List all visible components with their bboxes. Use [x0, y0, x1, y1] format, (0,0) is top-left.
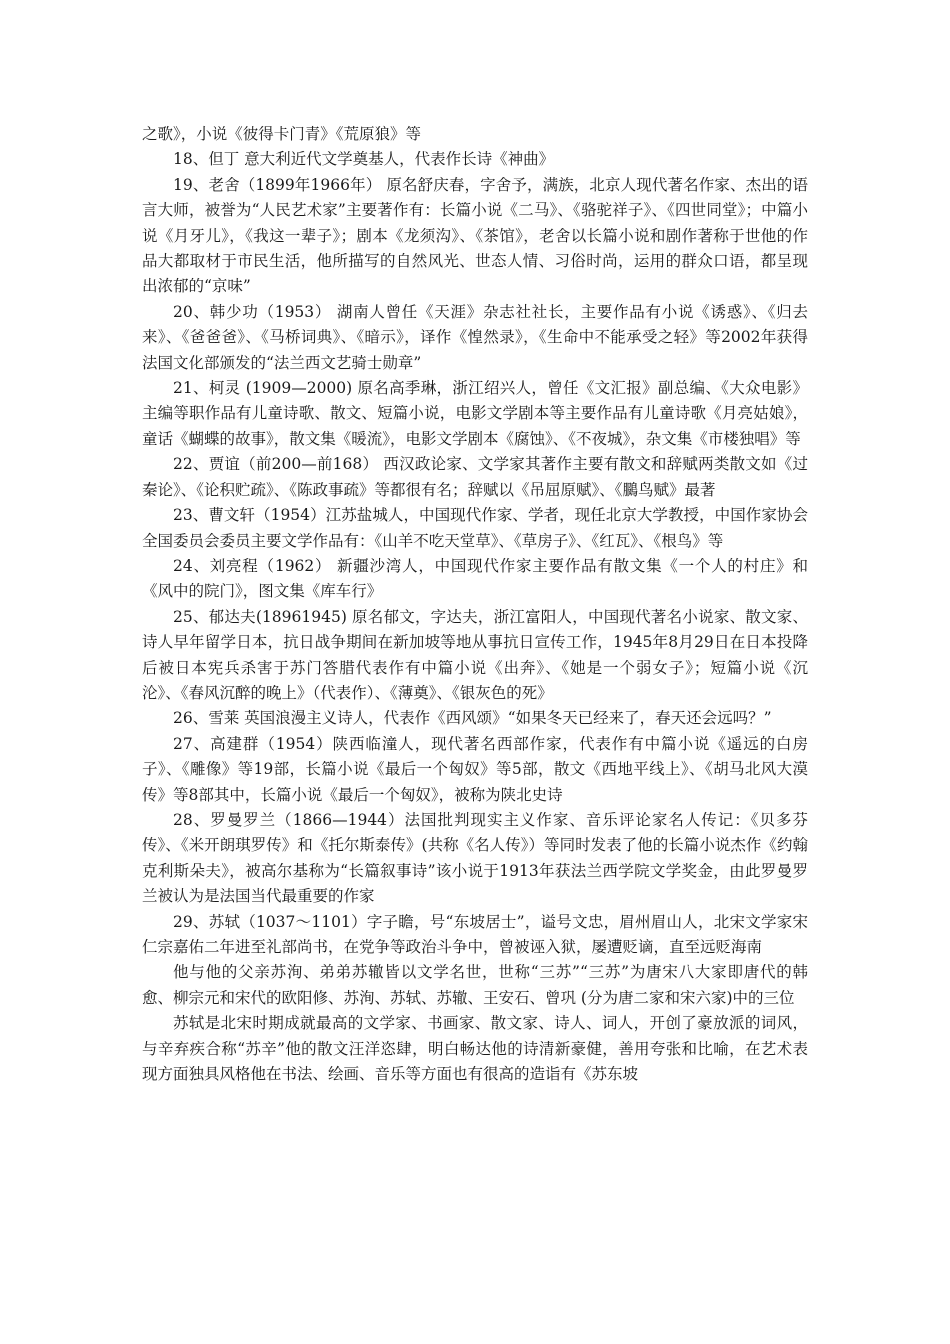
paragraph-entry-21: 21、柯灵 (1909—2000) 原名高季琳，浙江绍兴人，曾任《文汇报》副总编、《大众电影》主编等职作品有儿童诗歌、散文、短篇小说，电影文学剧本等主要作品有儿童诗歌《月亮姑娘》，童话《蝴蝶的故事》，散文集《暖流》，电影文学剧本《腐蚀》、《不夜城》，杂文集《市楼独唱》等: [142, 379, 808, 448]
paragraph-entry-23: 23、曹文轩（1954）江苏盐城人，中国现代作家、学者，现任北京大学教授，中国作家协会全国委员会委员主要文学作品有：《山羊不吃天堂草》、《草房子》、《红瓦》、《根鸟》等: [142, 506, 808, 550]
paragraph-continuation: 之歌》，小说《彼得卡门青》《荒原狼》等: [142, 125, 422, 143]
paragraph-entry-20: 20、韩少功（1953） 湖南人曾任《天涯》杂志社社长，主要作品有小说《诱惑》、《归去来》、《爸爸爸》、《马桥词典》、《暗示》，译作《惶然录》，《生命中不能承受之轻》等2002年获得法国文化部颁发的“法兰西文艺骑士勋章”: [142, 302, 808, 372]
paragraph-entry-27: 27、高建群（1954）陕西临潼人，现代著名西部作家，代表作有中篇小说《遥远的白房子》、《雕像》等19部，长篇小说《最后一个匈奴》等5部，散文《西地平线上》、《胡马北风大漠传》等8部其中，长篇小说《最后一个匈奴》，被称为陕北史诗: [142, 734, 808, 804]
paragraph-entry-19: 19、老舍（1899年1966年） 原名舒庆春，字舍予，满族，北京人现代著名作家、杰出的语言大师，被誉为“人民艺术家”主要著作有：长篇小说《二马》、《骆驼祥子》、《四世同堂》；中篇小说《月牙儿》，《我这一辈子》；剧本《龙须沟》、《茶馆》，老舍以长篇小说和剧作著称于世他的作品大都取材于市民生活，他所描写的自然风光、世态人情、习俗时尚，运用的群众口语，都呈现出浓郁的“京味”: [142, 175, 808, 296]
paragraph-entry-29-family: 他与他的父亲苏洵、弟弟苏辙皆以文学名世，世称“三苏”“三苏”为唐宋八大家即唐代的韩愈、柳宗元和宋代的欧阳修、苏洵、苏轼、苏辙、王安石、曾巩 (分为唐二家和宋六家)中的三位: [142, 963, 808, 1007]
paragraph-entry-26: 26、雪莱 英国浪漫主义诗人，代表作《西风颂》“如果冬天已经来了，春天还会远吗？”: [173, 709, 772, 728]
paragraph-entry-25: 25、郁达夫(18961945) 原名郁文，字达夫，浙江富阳人，中国现代著名小说家、散文家、诗人早年留学日本，抗日战争期间在新加坡等地从事抗日宣传工作，1945年8月29日在日本投降后被日本宪兵杀害于苏门答腊代表作有中篇小说《出奔》、《她是一个弱女子》；短篇小说《沉沦》、《春风沉醉的晚上》（代表作）、《薄奠》、《银灰色的死》: [142, 607, 808, 702]
paragraph-entry-24: 24、刘亮程（1962） 新疆沙湾人，中国现代作家主要作品有散文集《一个人的村庄》和《风中的院门》，图文集《库车行》: [142, 556, 808, 601]
document-page: [142, 122, 808, 1087]
paragraph-entry-22: 22、贾谊（前200—前168） 西汉政论家、文学家其著作主要有散文和辞赋两类散文如《过秦论》、《论积贮疏》、《陈政事疏》等都很有名；辞赋以《吊屈原赋》、《鵩鸟赋》最著: [142, 455, 808, 499]
paragraph-entry-28: 28、罗曼罗兰（1866—1944）法国批判现实主义作家、音乐评论家名人传记：《贝多芬传》、《米开朗琪罗传》和《托尔斯泰传》(共称《名人传》）等同时发表了他的长篇小说杰作《约翰克利斯朵夫》，被高尔基称为“长篇叙事诗”该小说于1913年获法兰西学院文学奖金，由此罗曼罗兰被认为是法国当代最重要的作家: [142, 810, 808, 906]
paragraph-entry-29: 29、苏轼（1037～1101）字子瞻，号“东坡居士”，谥号文忠，眉州眉山人，北宋文学家宋仁宗嘉佑二年进至礼部尚书，在党争等政治斗争中，曾被诬入狱，屡遭贬谪，直至远贬海南: [142, 912, 808, 956]
paragraph-entry-18: 18、但丁 意大利近代文学奠基人，代表作长诗《神曲》: [173, 150, 555, 169]
paragraph-entry-29-works: 苏轼是北宋时期成就最高的文学家、书画家、散文家、诗人、词人，开创了豪放派的词风，与辛弃疾合称“苏辛”他的散文汪洋恣肆，明白畅达他的诗清新豪健，善用夸张和比喻，在艺术表现方面独具风格他在书法、绘画、音乐等方面也有很高的造诣有《苏东坡: [142, 1014, 808, 1084]
